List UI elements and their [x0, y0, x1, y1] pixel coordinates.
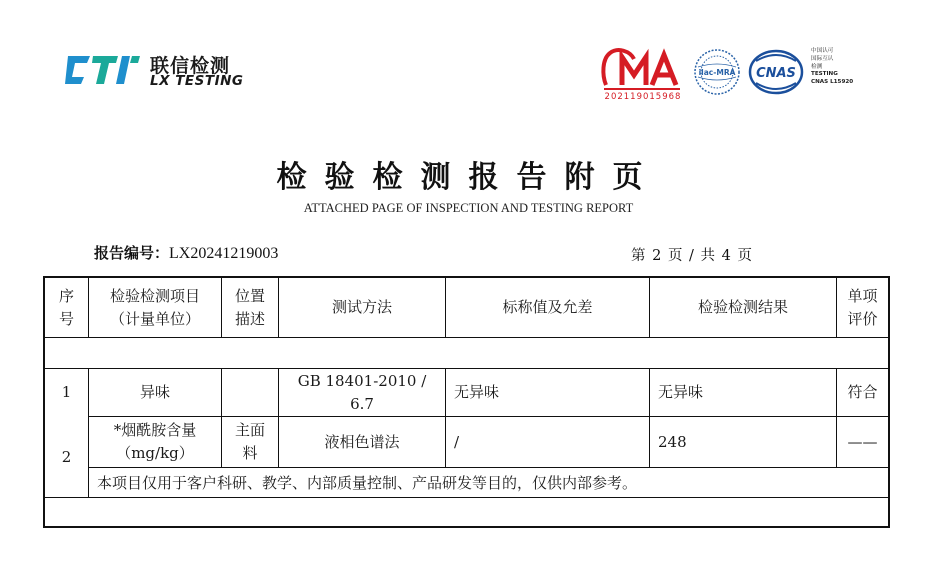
table-row-2-item: [89, 417, 221, 467]
report-number-label: 报告编号：: [94, 244, 170, 262]
cnas-line-1: 中国认可: [811, 48, 834, 54]
report-number-value: LX20241219003: [169, 245, 279, 262]
header-position-line-2: 描述: [234, 309, 265, 328]
table-row-1-position: [222, 369, 278, 416]
table-row-1-evaluation: 符合: [847, 383, 878, 401]
table-row-1-method: [279, 369, 445, 416]
row-divider: [45, 497, 888, 498]
cnas-line-3: 检测: [811, 63, 823, 70]
cnas-registration-number: CNAS L15920: [811, 79, 854, 86]
cnas-accreditation-text: [811, 48, 853, 87]
cnas-icon: [748, 49, 804, 95]
table-row-1-item: 异味: [139, 383, 170, 401]
table-row-1-result: 无异味: [658, 383, 704, 401]
report-title-chinese: 检验检测报告附页: [276, 160, 661, 195]
table-row-2-result: 248: [658, 432, 687, 451]
table-row-2-item-line-1: *烟酰胺含量: [113, 421, 197, 439]
header-seq-line-2: 号: [58, 309, 74, 328]
cnas-line-2: 国际互认: [811, 55, 834, 62]
table-note: 本项目仅用于客户科研、教学、内部质量控制、产品研发等目的，仅供内部参考。: [97, 474, 638, 492]
header-method: 测试方法: [331, 298, 392, 316]
row-divider: [45, 337, 888, 338]
table-row-1-seq: 1: [61, 383, 72, 401]
cnas-line-4: TESTING: [811, 71, 838, 78]
svg-text:CNAS: CNAS: [756, 66, 796, 81]
header-position: [222, 278, 278, 337]
header-result: 检验检测结果: [697, 298, 788, 316]
logo-chinese-name: 联信检测: [150, 55, 231, 77]
cma-number: 202119015968: [604, 92, 682, 102]
header-item-line-1: 检验检测项目: [109, 286, 200, 305]
table-row-2-evaluation: ——: [847, 432, 878, 451]
header-evaluation-line-1: 单项: [847, 286, 878, 305]
cma-mark-icon: [600, 45, 684, 93]
table-row-1-method-line-2: 6.7: [350, 394, 374, 413]
table-row-2-position-line-2: 料: [242, 444, 258, 462]
report-title-english: ATTACHED PAGE OF INSPECTION AND TESTING REPORT: [303, 201, 634, 215]
header-evaluation-line-2: 评价: [847, 309, 878, 328]
report-number: [94, 242, 278, 263]
header-seq: [45, 278, 88, 337]
certification-marks: [600, 45, 870, 105]
table-row-2-method: 液相色谱法: [324, 432, 400, 451]
company-logo: [62, 50, 252, 94]
header-item: [89, 278, 221, 337]
header-nominal: 标称值及允差: [502, 298, 593, 316]
results-table: [43, 276, 890, 528]
table-row-1-nominal: 无异味: [454, 383, 500, 401]
svg-text:ilac-MRA: ilac-MRA: [698, 68, 736, 77]
row-divider: [88, 467, 888, 468]
header-item-line-2: （计量单位）: [109, 309, 200, 328]
table-row-1-method-line-1: GB 18401-2010 /: [297, 371, 427, 390]
header-position-line-1: 位置: [234, 286, 265, 305]
table-row-2-item-line-2: （mg/kg）: [116, 444, 194, 462]
ilac-mra-icon: [692, 47, 742, 97]
page-indicator: 第 2 页 / 共 4 页: [631, 248, 753, 264]
table-row-2-seq: 2: [61, 447, 72, 466]
header-seq-line-1: 序: [58, 286, 74, 305]
table-row-2-position-line-1: 主面: [234, 421, 265, 439]
table-row-2-position: [222, 417, 278, 467]
header-evaluation: [837, 278, 888, 337]
logo-english-name: LX TESTING: [150, 73, 244, 89]
lx-testing-logo-icon: [62, 50, 144, 90]
table-row-2-nominal: /: [454, 432, 460, 451]
